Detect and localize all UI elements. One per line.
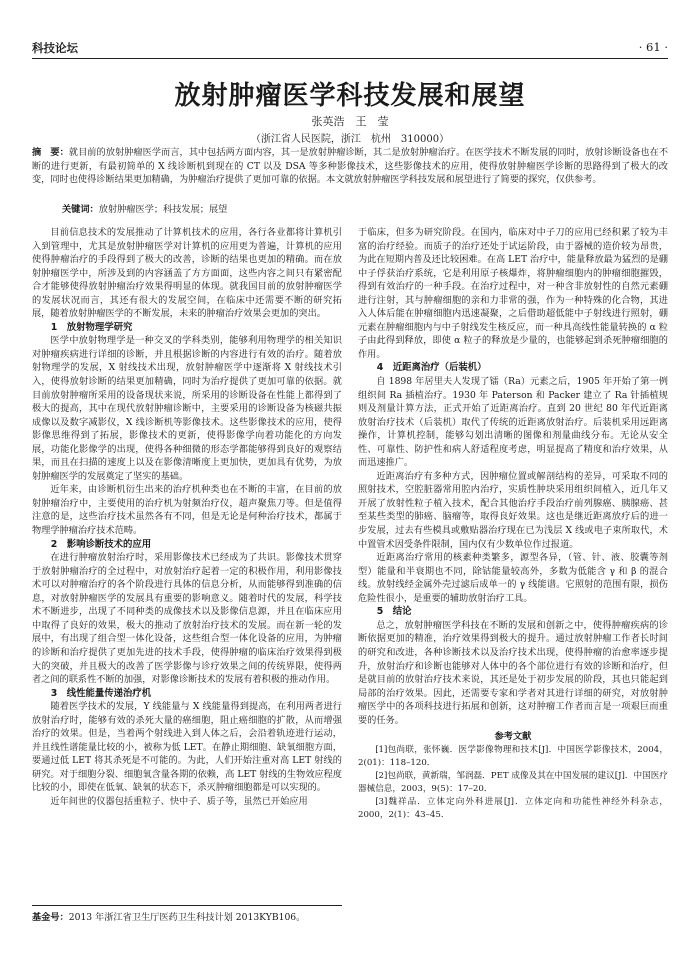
section-heading-1: 1 放射物理学研究 — [50, 321, 133, 333]
left-column — [32, 226, 342, 809]
keywords-text: 放射肿瘤医学；科技发展；展望 — [98, 204, 228, 215]
paper-title: 放射肿瘤医学科技发展和展望 — [174, 81, 526, 111]
reference-item: [3]魏祥品．立体定向外科进展[J]．立体定向和功能性神经外科杂志，2000，2(1)：43–45． — [358, 796, 668, 820]
section-heading-5: 5 结论 — [376, 606, 412, 618]
section-5-paragraph-1: 总之，放射肿瘤医学科技在不断的发展和创新之中，使得肿瘤疾病的诊断依据更加的精准，治疗效果得到极大的提升。通过放射肿瘤工作者长时间的研究和改进，各种诊断技术以及治疗技术出现，使得肿瘤的治愈率逐步提升，放射治疗和诊断也能够对人体中的各个部位进行有效的诊断和治疗，但是就目前的放射治疗技术来说，其还是处于初步发展的阶段，其也只能起到局部的治疗效果。因此，还需要专家和学者对其进行详细的研究，对放射肿瘤医学中的各项科技进行拓展和创新，这对肿瘤工作者而言是一项艰巨而重要的任务。 — [358, 619, 668, 726]
author-affiliation: （浙江省人民医院，浙江 杭州 310000） — [250, 134, 450, 145]
section-4-paragraph-1: 自 1898 年居里夫人发现了镭（Ra）元素之后，1905 年开始了第一例组织间 Ra 插植治疗。1930 年 Paterson 和 Packer 建立了 Ra 针插植规则及剂量计算方法，正式开始了近距离治疗。直到 20 世纪 80 年代近距离放射治疗技术（后装机）取代了传统的近距离放射治疗。后装机采用远距离操作，计算机控制，能够勾划出清晰的图像和剂量曲线分布。无论从安全性、可靠性、防护性和病人舒适程度考虑，明显提高了精度和治疗效果，从而迅速推广。 — [358, 376, 668, 469]
section-4-paragraph-2: 近距离治疗有多种方式，因肿瘤位置或解剖结构的差异，可采取不同的照射技术，空腔脏器常用腔内治疗，实质性肿块采用组织间植入，近几年又开展了放射性粒子植入技术，配合其他治疗手段治疗前列腺癌、胰腺癌、甚至某些类型的肺癌、脑瘤等，取得良好效果。这也是继近距离放疗后的进一步发展，过去有些模具或敷贴器治疗现在已为浅层 X 线或电子束所取代，术中置管术因受条件限制，国内仅有少数单位作过报道。 — [358, 470, 668, 550]
keywords-label: 关键词： — [62, 204, 99, 215]
intro-paragraph: 目前信息技术的发展推动了计算机技术的应用，各行各业都将计算机引入到管理中，尤其是放射肿瘤医学对计算机的应用更为普遍，计算机的应用使得肿瘤治疗的手段得到了极大的改善，诊断的结果也更加的精确。而在放射肿瘤医学中，所涉及到的内容涵盖了方方面面，这些内容之间只有紧密配合才能够使得放射肿瘤治疗效果得明显的体现。就我国目前的放射肿瘤医学的发展状况而言，其还有很大的发展空间，在临床中还需要不断的研究拓展，随着放射肿瘤医学的不断发展，未来的肿瘤治疗效果会更加的突出。 — [32, 227, 342, 320]
section-heading-4: 4 近距离治疗（后装机） — [376, 362, 487, 374]
right-column — [358, 226, 668, 822]
funding-footnote — [32, 909, 352, 923]
page-number: · 61 · — [638, 40, 668, 54]
running-header — [32, 40, 668, 56]
abstract-label: 摘 要： — [32, 147, 69, 158]
author-names: 张英浩 王 莹 — [311, 115, 389, 128]
references-heading: 参考文献 — [494, 731, 532, 743]
funding-text: 2013 年浙江省卫生厅医药卫生科技计划 2013KYB106。 — [68, 912, 306, 923]
reference-item: [1]包尚联，张怀巍．医学影像物理和技术[J]．中国医学影像技术，2004，2(01)：118–120． — [358, 744, 668, 768]
reference-item: [2]包尚联，黄新瑞，邹润磊．PET 成像及其在中国发展的建议[J]．中国医疗器械信息，2003，9(5)：17–20． — [358, 770, 668, 794]
section-3-paragraph-2: 近年间世的仪器包括重粒子、快中子、质子等，虽然已开始应用 — [50, 795, 308, 807]
section-2-paragraph-1: 在进行肿瘤放射治疗时，采用影像技术已经成为了共识。影像技术贯穿于放射肿瘤治疗的全过程中，对放射治疗起着一定的积极作用，利用影像技术可以对肿瘤治疗的各个阶段进行具体的信息分析，从而能够得到准确的信息，对放射肿瘤医学的发展具有重要的影响意义。随着时代的发展，科学技术不断进步，出现了不同种类的成像技术以及影像信息源，并且在临床应用中取得了良好的效果，极大的推动了放射治疗技术的发展。而在新一轮的发展中，有出现了组合型一体化设备，这些组合型一体化设备的应用，为肿瘤的诊断和治疗提供了更加先进的技术手段，使得肿瘤的临床治疗效果得到极大的突破，并且极大的改善了医学影像与诊疗效果之间的传统界限，使得两者之间的联系性不断的加强，对影像诊断技术的发展有着积极的推动作用。 — [32, 552, 342, 686]
footnote-divider — [32, 905, 342, 906]
section-heading-3: 3 线性能量传递治疗机 — [50, 687, 152, 699]
header-divider — [32, 58, 668, 59]
section-1-paragraph-1: 医学中放射物理学是一种交叉的学科类别，能够利用物理学的相关知识对肿瘤疾病进行详细的诊断，并且根据诊断的内容进行有效的治疗。随着放射物理学的发展，X 射线技术出现，放射肿瘤医学中逐渐将 X 射线技术引入，使得放射诊断的结果更加精确，同时为治疗提供了更加可靠的依据。就目前放射肿瘤所采用的设备现状来说，所采用的诊断设备在性能上都得到了极大的提高，其中在现代放射肿瘤诊断中，主要采用的诊断设备为核磁共振成像以及数字减影仪，X 线诊断机等影像技术。这些影像技术的应用，使得影像思维得到了拓展，影像技术的更新，使得影像学向着功能化的方向发展，功能化影像学的出现，使得各种细微的形态学都能够得到良好的观察结果，而且在扫描的速度上以及在影像清晰度上更加快，更加具有优势，为放射肿瘤医学的发展奠定了坚实的基础。 — [32, 335, 342, 482]
funding-label: 基金号： — [32, 912, 69, 923]
section-3-continuation: 于临床，但多为研究阶段。在国内，临床对中子刀的应用已经积累了较为丰富的治疗经验。而质子的治疗还处于试运阶段，由于器械的造价较为昂贵，为此在短期内普及还比较困难。在高 LET 治疗中，能量释放最为猛烈的是硼中子俘获治疗系统，它是利用原子核爆炸，将肿瘤细胞内的肿瘤细胞摧毁，得到有效治疗的一种手段。在治疗过程中，对一种含非放射性的自然元素硼进行注射，其与肿瘤细胞的亲和力非常的强，作为一种特殊的化合物，其进入人体后能在肿瘤细胞内迅速凝聚，之后借助超低能中子射线进行照射，硼元素在肿瘤细胞内与中子射线发生核反应，而一种具高线性能量转换的 α 粒子由此得到释放，即使 α 粒子的释放是少量的，也能够起到杀死肿瘤细胞的作用。 — [358, 227, 668, 360]
section-4-paragraph-3: 近距离治疗常用的核素种类繁多，源型各异，（管、针、液、胶囊等剂型）能量和半衰期也不同，除钴能量较高外，多数为低能含 γ 和 β 的混合线。放射线经金属外壳过滤后成单一的 γ 线能谱。它照射的范围有限，损伤危险性很小，是重要的辅助放射治疗工具。 — [358, 552, 668, 604]
section-heading-2: 2 影响诊断技术的应用 — [50, 538, 152, 550]
section-3-paragraph-1: 随着医学技术的发展，Y 线能量与 X 线能量得到提高，在利用两者进行放射治疗时，能够有效的杀死大量的癌细胞，阻止癌细胞的扩散，从而增强治疗的效果。但是，当着两个射线进入到人体之后，会沿着轨迹进行运动，并且线性谱能量比较的小，被称为低 LET。在静止期细胞、缺氧细胞方面，要通过低 LET 将其杀死是不可能的。为此，人们开始注重对高 LET 射线的研究。对于细胞分裂、细胞氧含量各期的依赖，高 LET 射线的生物效应程度比较的小，即使在低氧、缺氧的状态下，杀灭肿瘤细胞都是可以实现的。 — [32, 701, 342, 794]
section-1-paragraph-2: 近年来，由诊断机衍生出来的治疗机种类也在不断的丰富，在目前的放射肿瘤治疗中，主要使用的治疗机为射频治疗仪，超声聚焦刀等。但是值得注意的是，这些治疗技术虽然各有不同，但是无论是何种治疗技术，都属于物理学肿瘤治疗技术范畴。 — [32, 484, 342, 537]
keywords — [62, 203, 662, 216]
journal-section-name: 科技论坛 — [32, 41, 78, 55]
abstract-text: 就目前的放射肿瘤医学而言，其中包括两方面内容，其一是放射肿瘤诊断，其二是放射肿瘤治疗。在医学技术不断发展的同时，放射诊断设备也在不断的进行更新，有最初简单的 X 线诊断机到现在的 CT 以及 DSA 等多种影像技术，这些影像技术的应用，使得放射肿瘤医学诊断的思路得到了极大的改变，同时也使得诊断结果更加精确，为肿瘤治疗提供了更加可靠的依据。本文就放射肿瘤医学科技发展和展望进行了简要的探究，仅供参考。 — [32, 147, 669, 186]
abstract — [32, 146, 668, 187]
